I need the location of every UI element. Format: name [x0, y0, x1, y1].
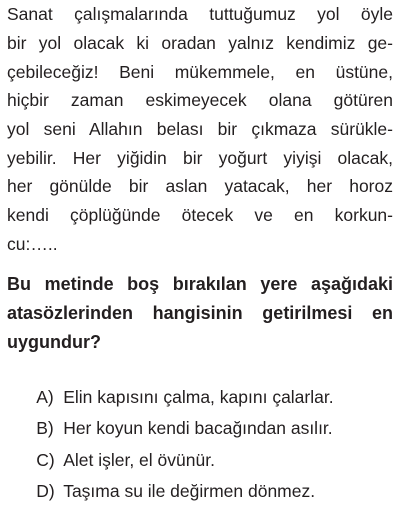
passage-line: yol seni Allahın belası bir çıkmaza sürükle-	[7, 119, 393, 139]
passage-line: hiçbir zaman eskimeyecek olana götüren	[7, 90, 393, 110]
question-line: uygundur?	[7, 332, 101, 352]
option-letter: B)	[36, 417, 54, 438]
option-letter: A)	[36, 386, 54, 407]
option-text: Elin kapısını çalma, kapını çalarlar.	[63, 386, 334, 407]
option-letter: C)	[36, 449, 55, 470]
option-text: Alet işler, el övünür.	[63, 449, 215, 470]
passage-line: bir yol olacak ki oradan yalnız kendimiz ge-	[7, 33, 393, 53]
passage-line: yebilir. Her yiğidin bir yoğurt yiyişi olacak,	[7, 148, 393, 168]
option-text: Taşıma su ile değirmen dönmez.	[63, 480, 316, 501]
option-text: Her koyun kendi bacağından asılır.	[63, 417, 333, 438]
question-line: atasözlerinden hangisinin getirilmesi en	[7, 303, 393, 323]
passage-line: cu:…..	[7, 234, 58, 254]
passage-line: Sanat çalışmalarında tuttuğumuz yol öyle	[7, 4, 393, 24]
option-d[interactable]	[7, 465, 315, 518]
passage-line: her gönülde bir aslan yatacak, her horoz	[7, 176, 393, 196]
passage-line: çebileceğiz! Beni mükemmele, en üstüne,	[7, 62, 393, 82]
question-line: Bu metinde boş bırakılan yere aşağıdaki	[7, 274, 393, 294]
option-letter: D)	[36, 480, 55, 501]
passage-line: kendi çöplüğünde ötecek ve en korkun-	[7, 205, 393, 225]
